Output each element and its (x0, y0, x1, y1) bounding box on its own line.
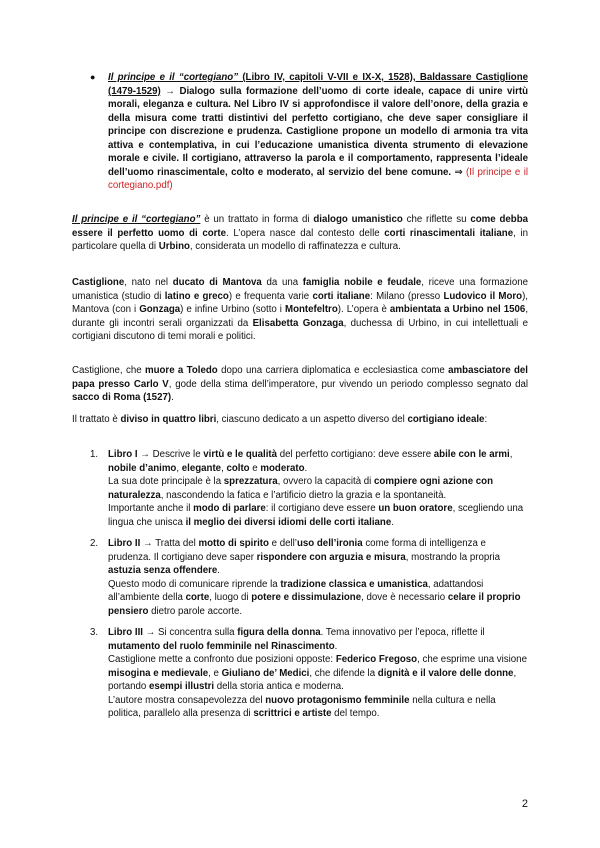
list-number-2: 2. (90, 538, 99, 549)
career-paragraph: Castiglione, che muore a Toledo dopo una carriera diplomatica e ecclesiastica come ambasciatore del papa presso Carlo V, gode della stima dell’imperatore, pur vivendo un periodo complesso segnato dal sacco di Roma (1527). (72, 365, 528, 403)
list-number-3: 3. (90, 627, 99, 638)
list-item-libro-2: Libro II → Tratta del motto di spirito e dell’uso dell’ironia come forma di intelligenza e prudenza. Il cortigiano deve saper rispondere con arguzia e misura, mostrando la propria astuzia senza offendere. Questo modo di comunicare riprende la tradizione classica e umanistica, adattandosi all’ambiente della corte, luogo di potere e dissimulazione, dove è necessario celare il proprio pensiero dietro parole accorte. (108, 538, 521, 617)
summary-text: → Dialogo sulla formazione dell’uomo di corte ideale, capace di unire virtù morali, eleganza e cultura. Nel Libro IV si approfondisce il valore dell’onore, della grazia e della misura come tratti distintivi del perfetto cortigiano, che deve saper consigliare il principe con discrezione e prudenza. Castiglione propone un modello di armonia tra vita attiva e contemplativa, in cui l’educazione umanistica diventa strumento di elevazione morale e civile. Il cortigiano, attraverso la parola e il comportamento, rappresenta l’ideale dell’uomo rinascimentale, colto e moderato, al servizio del bene comune. ⇒ (108, 85, 528, 178)
work-title: Il principe e il “cortegiano” (108, 72, 239, 83)
list-item-libro-3: Libro III → Si concentra sulla figura della donna. Tema innovativo per l’epoca, riflette il mutamento del ruolo femminile nel Rinascimento. Castiglione mette a confronto due posizioni opposte: Federico Fregoso, che esprime una visione misogina e medievale, e Giuliano de’ Medici, che difende la dignità e il valore delle donne, portando esempi illustri della storia antica e moderna. L’autore mostra consapevolezza del nuovo protagonismo femminile nella cultura e nella politica, parallelo alla presenza di scrittrici e artiste del tempo. (108, 627, 527, 719)
intro-paragraph: Il principe e il “cortegiano” è un trattato in forma di dialogo umanistico che riflette su come debba essere il perfetto uomo di corte. L’opera nasce dal contesto delle corti rinascimentali italiane, in particolare quella di Urbino, considerata un modello di raffinatezza e cultura. (72, 214, 529, 252)
work-reference: (Libro IV, capitoli V-VII e IX-X, 1528), Baldassare Castiglione (1479-1529) (108, 72, 529, 97)
work-title-inline: Il principe e il “cortegiano” (72, 214, 201, 225)
pdf-link[interactable]: (Il principe e il cortegiano.pdf) (108, 166, 528, 191)
summary-bullet (108, 71, 528, 193)
list-number-1: 1. (90, 449, 99, 460)
biography-paragraph: Castiglione, nato nel ducato di Mantova da una famiglia nobile e feudale, riceve una formazione umanistica (studio di latino e greco) e frequenta varie corti italiane: Milano (presso Ludovico il Moro), Mantova (con i Gonzaga) e infine Urbino (sotto i Montefeltro). L’opera è ambientata a Urbino nel 1506, durante gli incontri serali organizzati da Elisabetta Gonzaga, duchessa di Urbino, in cui intellettuali e cortigiani discutono di temi morali e politici. (72, 277, 529, 342)
bullet-marker: ● (90, 72, 96, 82)
list-item-libro-1: Libro I → Descrive le virtù e le qualità del perfetto cortigiano: deve essere abile con le armi, nobile d’animo, elegante, colto e moderato. La sua dote principale è la sprezzatura, ovvero la capacità di compiere ogni azione con naturalezza, nascondendo la fatica e l’artificio dietro la grazia e la spontaneità. Importante anche il modo di parlare: il cortigiano deve essere un buon oratore, scegliendo una lingua che unisca il meglio dei diversi idiomi delle corti italiane. (108, 449, 524, 528)
structure-paragraph: Il trattato è diviso in quattro libri, ciascuno dedicato a un aspetto diverso del cortigiano ideale: (72, 414, 488, 425)
page-number: 2 (521, 798, 528, 810)
